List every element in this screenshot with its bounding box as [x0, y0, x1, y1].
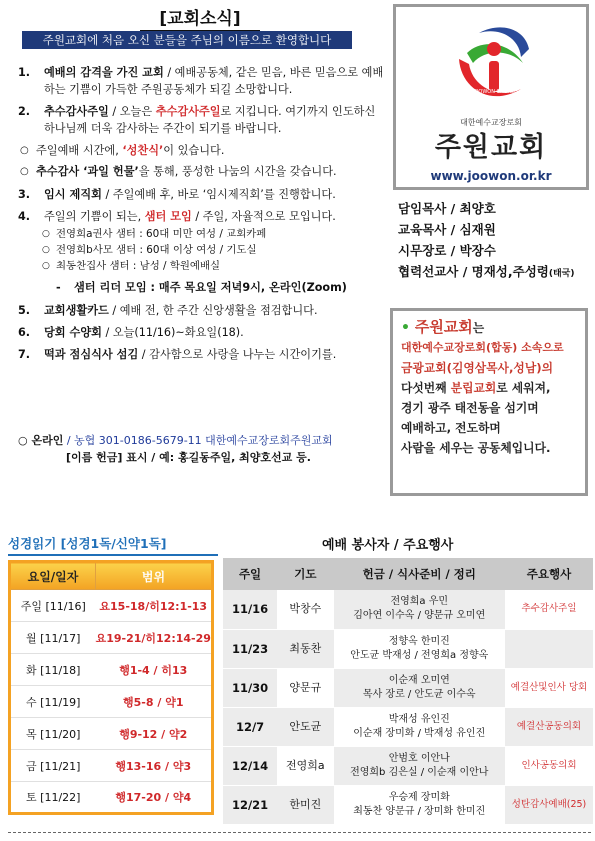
notice-item-5: 5. 교회생활카드 / 예배 전, 한 주간 신앙생활을 점검합니다. [18, 304, 318, 317]
notice-item-1: 1. 예배의 감격을 가진 교회 / 예배공동체, 같은 믿음, 바른 믿음으로 예배하는 기쁨이 가득한 주원공동체가 되길 소망합니다. [18, 66, 384, 96]
group-item: ○ 최동찬집사 샘터 : 남성 / 학원예배실 [16, 259, 384, 274]
online-offering: ○ 온라인 / 농협 301-0186-5679-11 대한예수교장로회주원교회 [이름 헌금] 표시 / 예: 홍길동주일, 최양호선교 등. [18, 432, 398, 466]
reading-title: 성경읽기 [성경1독/신약1독] [8, 534, 218, 556]
table-row: 12/21 한미진 우승제 장미화 최동찬 양문규 / 장미화 한미진 성탄감사예배(25) [223, 785, 593, 824]
table-row: 12/14 전영희a 안범호 이안나 전영희b 김은실 / 이순재 이안나 인사공동의회 [223, 746, 593, 785]
divider [8, 832, 591, 833]
reading-table [8, 560, 214, 815]
group-item: ○ 전영희a권사 샘터 : 60대 미만 여성 / 교회카페 [16, 227, 384, 242]
reading-header-range: 범위 [96, 562, 213, 590]
church-website-link[interactable]: www.joowon.or.kr [430, 169, 552, 183]
service-title: 예배 봉사자 / 주요행사 [322, 538, 454, 553]
dot-bullet-icon: • [401, 320, 415, 336]
table-row: 11/30 양문규 이순재 오미연 목사 장로 / 안도균 이수옥 예결산및인사 당회 [223, 668, 593, 707]
notice-item-4: 4. 주일의 기쁨이 되는, 샘터 모임 / 주일, 자율적으로 모입니다. [18, 210, 336, 223]
welcome-banner: 주원교회에 처음 오신 분들을 주님의 이름으로 환영합니다 [22, 31, 352, 49]
svg-text:JOOWON CHURCH: JOOWON CHURCH [473, 89, 518, 95]
bank-account: / 농협 301-0186-5679-11 대한예수교장로회주원교회 [63, 434, 333, 447]
table-row: 목 [11/20] 행9-12 / 약2 [10, 718, 213, 750]
notice-sub-communion: ○ 주일예배 시간에, ‘성찬식’이 있습니다. [16, 142, 384, 159]
table-row: 주일 [11/16] 요15-18/히12:1-13 [10, 590, 213, 622]
church-intro-box: • 주원교회는 대한예수교장로회(합동) 소속으로 금광교회(김영삼목사,성남)의 다섯번째 분립교회로 세워져, 경기 광주 태전동을 섬기며 예배하고, 전도하며 사람을 세우는 공동체입니다. [390, 308, 588, 496]
notice-item-7: 7. 떡과 점심식사 섬김 / 감사함으로 사랑을 나누는 시간이기를. [18, 348, 337, 361]
notice-sub-fruit: ○ 추수감사 ‘과일 헌물’을 통해, 풍성한 나눔의 시간을 갖습니다. [16, 163, 384, 180]
table-row: 11/16 박창수 전영희a 우민 김아연 이수옥 / 양문규 오미연 추수감사주일 [223, 590, 593, 629]
service-header-event: 주요행사 [505, 558, 593, 590]
service-header-duty: 헌금 / 식사준비 / 정리 [334, 558, 505, 590]
staff-education-pastor: 교육목사 / 심재원 [398, 222, 496, 237]
staff-elder: 시무장로 / 박장수 [398, 243, 496, 258]
church-logo-box [393, 4, 589, 190]
service-header-prayer: 기도 [277, 558, 333, 590]
table-row: 금 [11/21] 행13-16 / 약3 [10, 750, 213, 782]
table-row: 12/7 안도균 박재성 유인진 이순재 장미화 / 박재성 유인진 예결산공동의회 [223, 707, 593, 746]
church-name: 주원교회 [434, 132, 548, 163]
staff-list [398, 198, 590, 285]
table-row: 11/23 최동찬 정향옥 한미진 안도균 박재성 / 전영희a 정향옥 [223, 629, 593, 668]
church-logo-icon [451, 19, 537, 111]
table-row: 월 [11/17] 요19-21/히12:14-29 [10, 622, 213, 654]
leader-meeting: - 샘터 리더 모임 : 매주 목요일 저녁9시, 온라인(Zoom) [16, 279, 384, 296]
notice-item-6: 6. 당회 수양회 / 오늘(11/16)~화요일(18). [18, 326, 244, 339]
page-title: [교회소식] [140, 4, 260, 32]
group-item: ○ 전영희b사모 샘터 : 60대 이상 여성 / 기도실 [16, 243, 384, 258]
table-row: 화 [11/18] 행1-4 / 히13 [10, 654, 213, 686]
offering-note: [이름 헌금] 표시 / 예: 홍길동주일, 최양호선교 등. [66, 451, 311, 464]
reading-header-day: 요일/일자 [10, 562, 96, 590]
notice-item-2: 2. 추수감사주일 / 오늘은 추수감사주일로 지킵니다. 여기까지 인도하신 하나님께 더욱 감사하는 주간이 되기를 바랍니다. [18, 105, 376, 135]
staff-missionary: 협력선교사 / 명재성,주성령(태국) [398, 264, 575, 279]
staff-senior-pastor: 담임목사 / 최양호 [398, 201, 496, 216]
denomination-label: 대한예수교장로회 [460, 118, 522, 127]
service-table [223, 558, 593, 825]
notice-item-3: 3. 임시 제직회 / 주일예배 후, 바로 ‘임시제직회’를 진행합니다. [18, 188, 336, 201]
notice-list [16, 64, 384, 368]
table-row: 수 [11/19] 행5-8 / 약1 [10, 686, 213, 718]
service-header-date: 주일 [223, 558, 277, 590]
table-row: 토 [11/22] 행17-20 / 약4 [10, 782, 213, 814]
circle-bullet-icon: ○ [18, 434, 32, 447]
